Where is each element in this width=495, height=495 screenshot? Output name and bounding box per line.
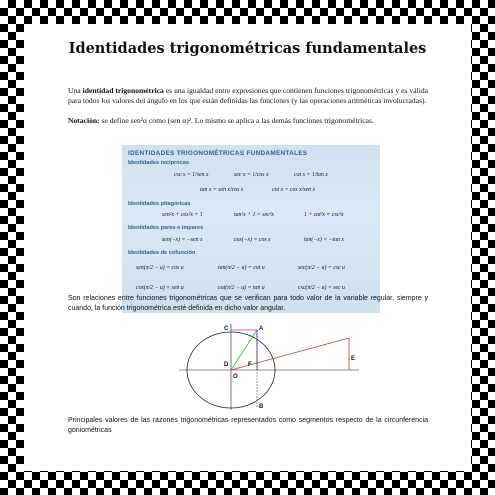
formula-tan-quot: tan x = sen x/cos x xyxy=(200,187,244,193)
formula-cofunction-2: tan(π/2 − u) = cot u xyxy=(218,265,265,271)
notation-paragraph xyxy=(68,116,428,126)
formula-cofunction-5: cot(π/2 − u) = tan u xyxy=(218,285,265,291)
formula-cofunction-6: csc(π/2 − u) = sec u xyxy=(298,285,345,291)
formula-pyth-1: sen²x + cos²x = 1 xyxy=(162,212,203,218)
label-c: C xyxy=(224,326,229,332)
table-title: IDENTIDADES TRIGONOMÉTRICAS FUNDAMENTALES xyxy=(128,150,308,157)
label-e: E xyxy=(351,356,356,362)
formula-even-odd-1: sen(−x) = −sen x xyxy=(162,237,203,243)
section-reciprocal: Identidades recíprocas xyxy=(128,160,189,166)
unit-circle-diagram xyxy=(169,320,369,410)
intro-paragraph xyxy=(68,86,428,105)
notation-label: Notación: xyxy=(68,116,100,125)
formula-cofunction-3: sec(π/2 − u) = csc u xyxy=(298,265,345,271)
notation-text: se define sen²α como (sen α)². Lo mismo se aplica a las demás funciones trigonométricas. xyxy=(99,116,374,125)
label-o: O xyxy=(233,374,238,380)
formula-cofunction-1: sen(π/2 − u) = cos u xyxy=(136,265,184,271)
formula-sec: sec x = 1/cos x xyxy=(234,172,269,178)
page-title: Identidades trigonométricas fundamentales xyxy=(68,40,427,57)
label-b: B xyxy=(259,404,264,410)
label-f: F xyxy=(248,362,252,368)
relations-paragraph: Son relaciones entre funciones trigonométricas que se verifican para todo valor de la variable regular, siempre y cuando, la función trigonométrica esté definida en dicho valor angular. xyxy=(68,295,428,312)
section-even-odd: Identidades pares e impares xyxy=(128,225,204,231)
formula-pyth-2: tan²x + 1 = sec²x xyxy=(234,212,274,218)
diagram-caption: Principales valores de las razones trigonométricas representados como segmentos respecto de la circunferencia goniométricas xyxy=(68,417,428,434)
label-d: D xyxy=(224,362,229,368)
formula-cot-quot: cot x = cos x/sen x xyxy=(272,187,316,193)
identities-table xyxy=(122,145,380,313)
section-cofunction: Identidades de cofunción xyxy=(128,250,196,256)
document-page xyxy=(24,24,471,471)
formula-pyth-3: 1 + cot²x = csc²x xyxy=(304,212,344,218)
formula-cofunction-4: cos(π/2 − u) = sen u xyxy=(136,285,184,291)
formula-csc: csc x = 1/sen x xyxy=(174,172,209,178)
section-pythagorean: Identidades pitagóricas xyxy=(128,201,191,207)
formula-cot-recip: cot x = 1/tan x xyxy=(294,172,328,178)
intro-term: identidad trigonométrica xyxy=(82,86,164,95)
formula-even-odd-3: tan(−x) = −tan x xyxy=(304,237,344,243)
intro-after: es una igualdad entre expresiones que contienen funciones trigonométricas y es válida para todos los valores del ángulo en los que están definidas las funciones (y las operaciones aritméticas involucradas). xyxy=(68,86,428,105)
label-a: A xyxy=(259,326,264,332)
intro-before: Una xyxy=(68,86,83,95)
formula-even-odd-2: cos(−x) = cos x xyxy=(234,237,271,243)
